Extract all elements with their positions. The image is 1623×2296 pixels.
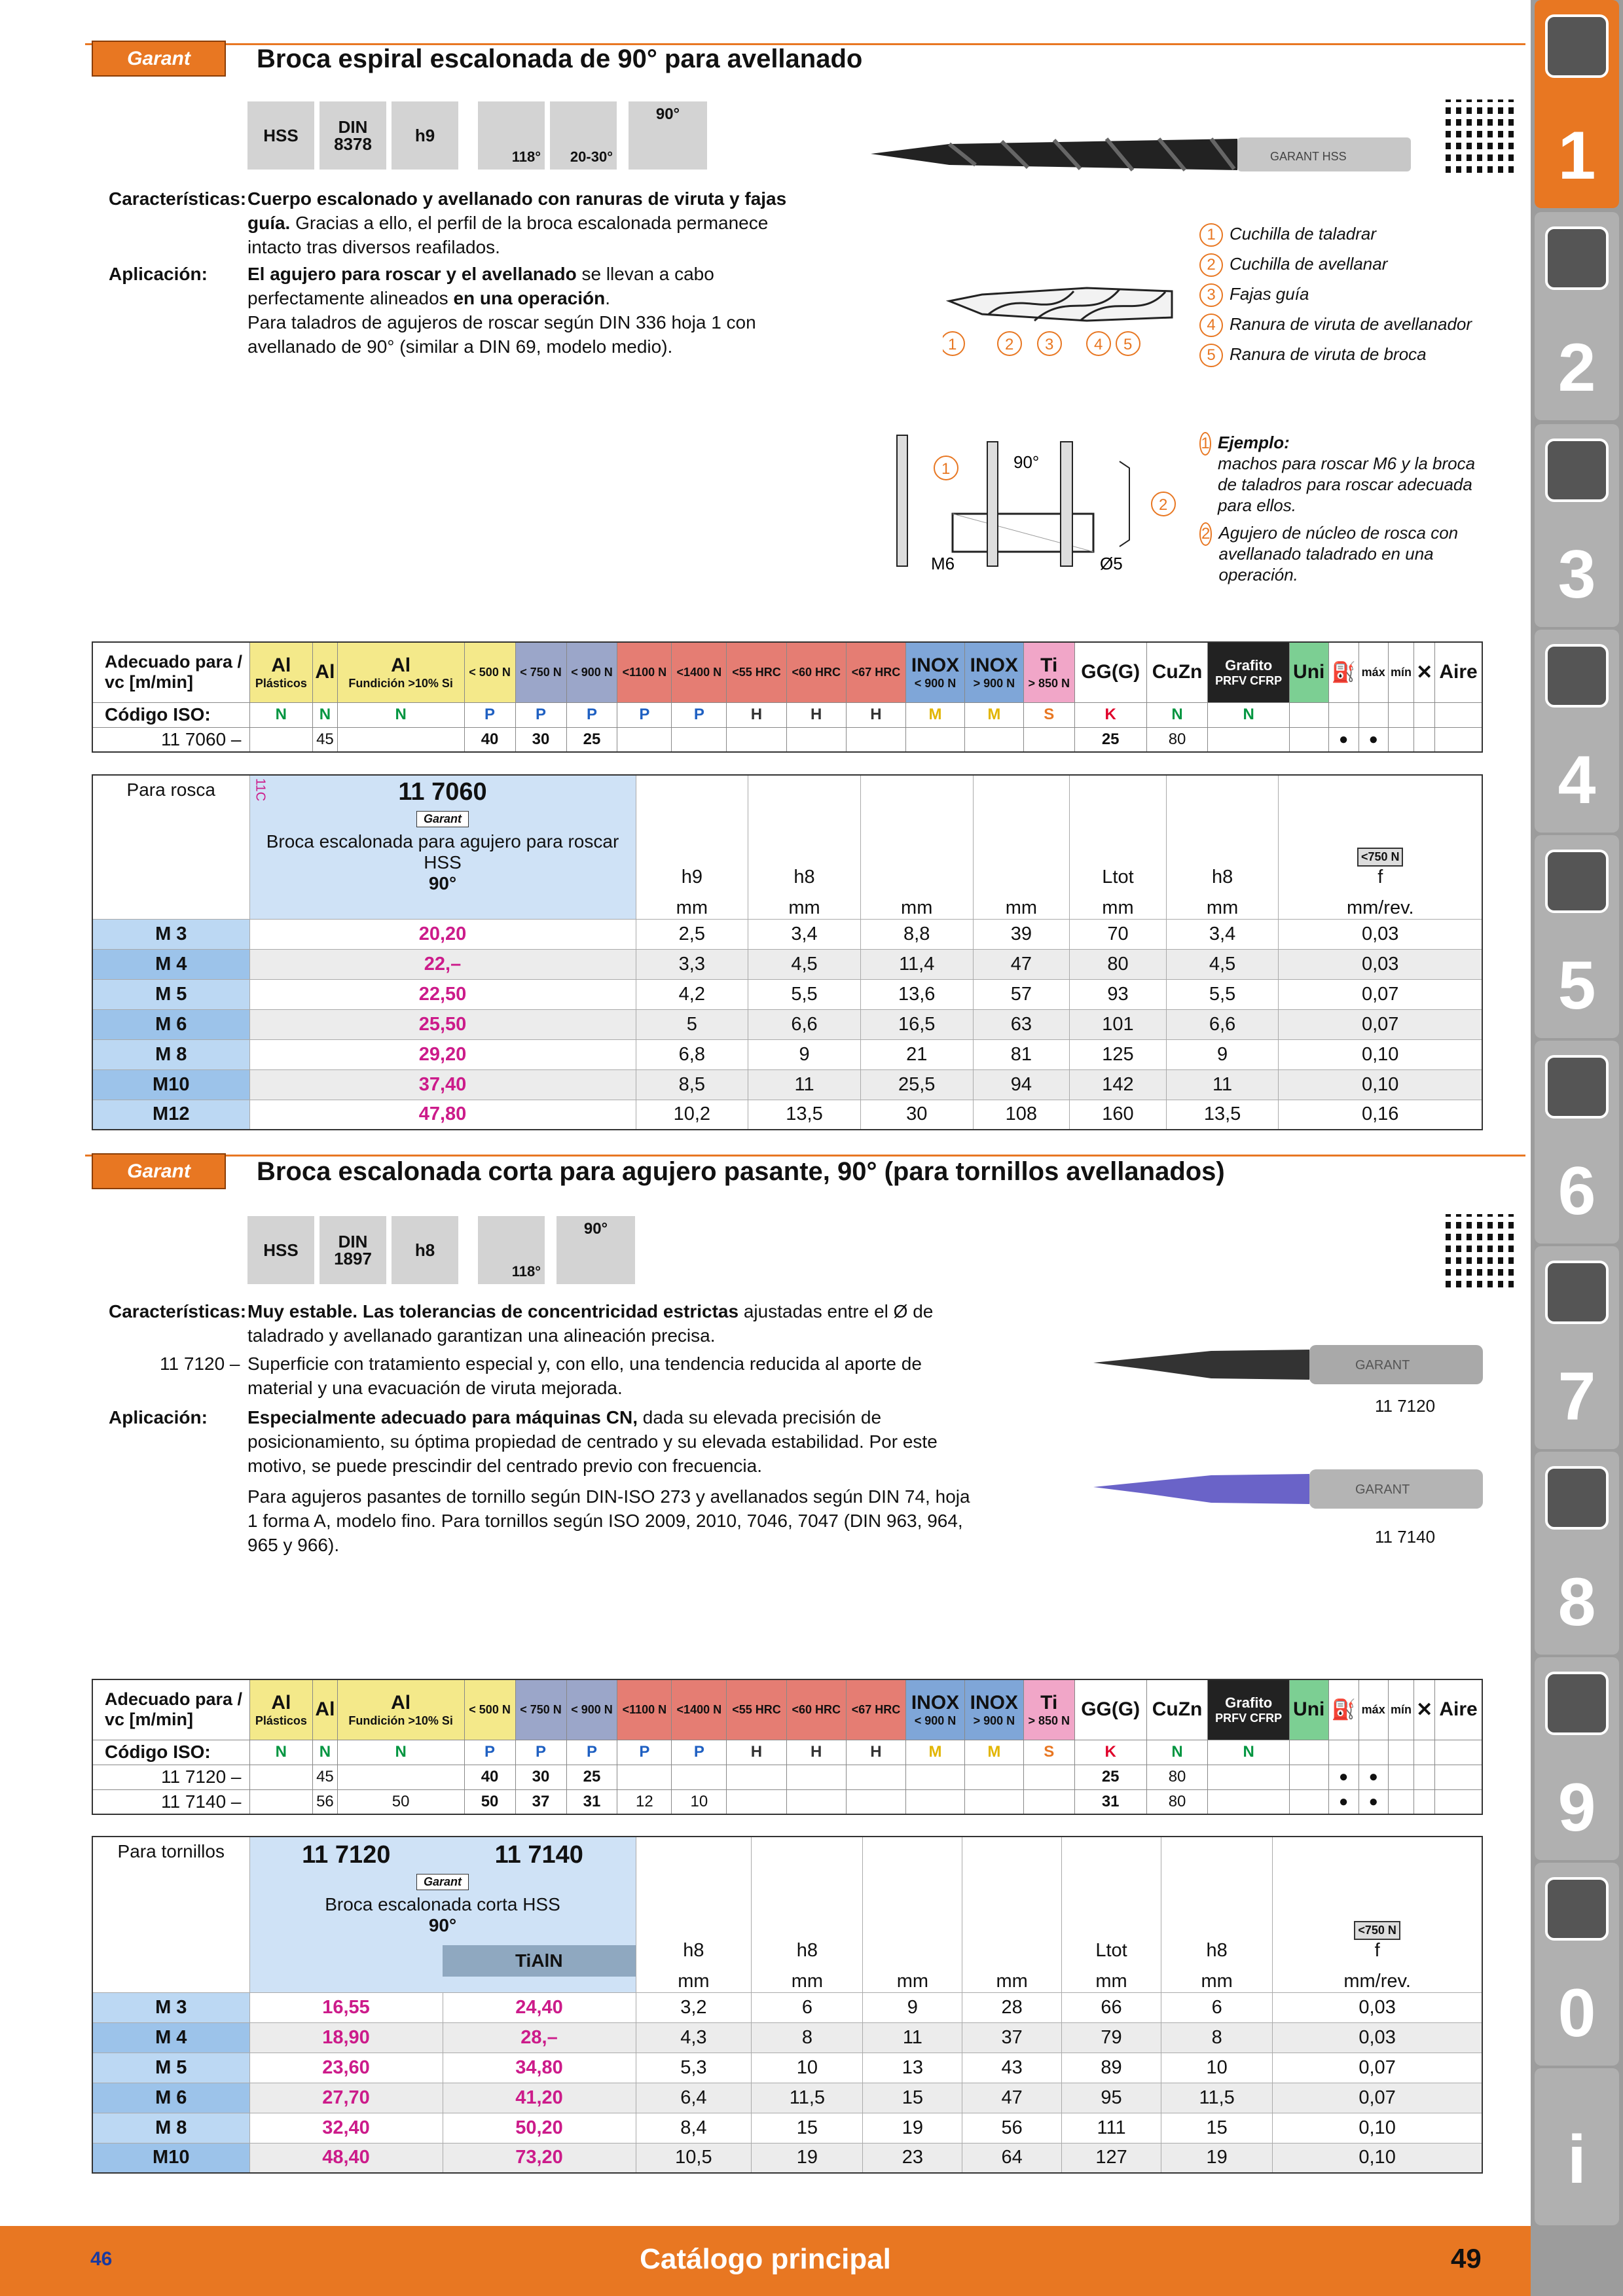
drill-diameter-icon	[636, 1868, 752, 1940]
chapter-tab-0[interactable]: 0	[1535, 1863, 1619, 2066]
shank-diameter-icon	[1167, 795, 1279, 867]
steel-750-icon: <750 N	[1357, 848, 1404, 867]
total-length-icon	[1062, 1868, 1161, 1940]
application-label: Aplicación:	[109, 264, 208, 284]
qr-code-icon	[1446, 99, 1519, 173]
coolant-min-icon: mín	[1388, 1679, 1414, 1740]
drill-117120-image	[1093, 1342, 1486, 1388]
article-code-117120: 11 7120	[302, 1841, 391, 1869]
chapter-tab-3[interactable]: 3	[1535, 424, 1619, 627]
legend-list	[1199, 219, 1472, 369]
vc-row-117060: 11 7060 – 45 40 30 25 25 80 ● ●	[92, 727, 1482, 752]
application-label: Aplicación:	[109, 1407, 208, 1427]
pliers-icon	[1545, 1261, 1609, 1324]
step-length-icon	[861, 793, 973, 865]
drill-detail-diagram	[943, 275, 1192, 370]
coolant-max-icon: máx	[1359, 1679, 1388, 1740]
svg-text:Ø5: Ø5	[1100, 554, 1123, 573]
iso-code-row: Código ISO: N N N P P P P P H H H M M S K N N	[92, 702, 1482, 727]
coolant-oil-icon: ⛽	[1328, 1679, 1359, 1740]
materials-table-2	[92, 1679, 1483, 1815]
countersink-angle-icon: 90°	[629, 101, 707, 170]
flute-length-icon	[974, 793, 1070, 865]
col-total-length: Ltot mm	[1070, 775, 1167, 919]
svg-text:GARANT HSS: GARANT HSS	[1270, 150, 1347, 163]
table-row: M 5 23,60 34,80 5,3 10 13 43 89 10 0,07	[92, 2053, 1482, 2083]
svg-text:GARANT: GARANT	[1355, 1482, 1410, 1497]
point-angle-icon: 118°	[478, 101, 545, 170]
no-coolant-icon: ✕	[1414, 1679, 1435, 1740]
section-title: Broca espiral escalonada de 90° para avellanado	[257, 45, 863, 73]
table-row: M 5 22,50 4,2 5,5 13,6 57 93 5,5 0,07	[92, 979, 1482, 1009]
svg-text:3: 3	[1045, 336, 1054, 353]
chapter-tab-2[interactable]: 2	[1535, 212, 1619, 420]
wrench-icon	[1545, 1055, 1609, 1119]
svg-text:4: 4	[1094, 336, 1103, 353]
product-header-row: Para tornillos 11 7120 11 7140 Garant Broca escalonada corta HSS 90° TiAlN h8 mm h8 mm mm mm Ltot mm h8 mm <750 N f mm/rev.	[92, 1837, 1482, 1992]
catalog-title: Catálogo principal	[640, 2243, 891, 2275]
table-row: M 4 22,– 3,3 4,5 11,4 47 80 4,5 0,03	[92, 949, 1482, 979]
col-h9: h9 mm	[636, 775, 748, 919]
cabinet-icon	[1545, 1672, 1609, 1735]
vc-row-117140: 11 7140 – 56 50 50 37 31 12 10 31 80 ● ●	[92, 1789, 1482, 1814]
code-label: 11 7120 –	[160, 1354, 240, 1374]
info-icon: i	[1567, 2122, 1586, 2198]
application-text: Especialmente adecuado para máquinas CN, dada su elevada precisión de posicionamiento, su óptima propiedad de centrado y su elevada estabilidad. Por este motivo, se puede prescindir del centrado previo con frecuencia.	[247, 1407, 938, 1476]
table-row: M 3 16,55 24,40 3,2 6 9 28 66 6 0,03	[92, 1992, 1482, 2022]
tool-holder-icon	[1545, 439, 1609, 502]
steel-750-icon: <750 N	[1354, 1921, 1400, 1940]
table-row: M 3 20,20 2,5 3,4 8,8 39 70 3,4 0,03	[92, 919, 1482, 949]
adecuado-label: Adecuado para / vc [m/min]	[92, 642, 249, 702]
coolant-min-icon: mín	[1388, 642, 1414, 702]
table-row: M12 47,80 10,2 13,5 30 108 160 13,5 0,16	[92, 1100, 1482, 1130]
svg-text:1: 1	[941, 460, 951, 478]
garant-logo-small: Garant	[416, 1874, 469, 1890]
col-h8: h8 mm	[748, 775, 861, 919]
col-shank: h8 mm	[1166, 775, 1279, 919]
drill-icon	[1545, 14, 1609, 78]
table-row: M10 37,40 8,5 11 25,5 94 142 11 0,10	[92, 1069, 1482, 1100]
para-tornillos-label: Para tornillos	[92, 1837, 249, 1992]
legend-item-3: 3 Fajas guía	[1199, 279, 1472, 309]
flute-length-icon	[962, 1866, 1061, 1938]
svg-text:5: 5	[1123, 336, 1133, 353]
iso-code-row: Código ISO: N N N P P P P P H H H M M S K N N	[92, 1740, 1482, 1765]
no-coolant-icon: ✕	[1414, 642, 1435, 702]
badge-din: DIN 1897	[319, 1216, 386, 1284]
application-text-2: Para agujeros pasantes de tornillo según DIN-ISO 273 y avellanados según DIN 74, hoja 1 forma A, modelo fino. Para tornillos según ISO 2009, 2010, 7046, 7047 (DIN 963, 964, 965 y 966).	[247, 1486, 970, 1555]
features-text: Muy estable. Las tolerancias de concentricidad estrictas ajustadas entre el Ø de taladrado y avellanado garantizan una alineación precisa.	[247, 1301, 934, 1346]
section-divider	[85, 1155, 1525, 1157]
article-header: 11 7120 11 7140 Garant Broca escalonada corta HSS 90° TiAlN	[249, 1837, 636, 1992]
example-diagram	[871, 429, 1192, 592]
chapter-tab-info[interactable]	[1535, 2068, 1619, 2225]
article-117060-header: 11C 11 7060 Garant Broca escalonada para agujero para roscar HSS 90°	[249, 775, 636, 919]
svg-text:2: 2	[1005, 336, 1014, 353]
total-length-icon	[1070, 795, 1166, 867]
vc-row-117120: 11 7120 – 45 40 30 25 25 80 ● ●	[92, 1765, 1482, 1789]
chapter-tab-7[interactable]: 7	[1535, 1246, 1619, 1449]
features-label: Características:	[109, 1301, 247, 1321]
drill-diameter-icon	[636, 795, 748, 867]
materials-header-row: Adecuado para / vc [m/min] Al Plásticos Al Al Fundición >10% Si < 500 N < 750 N < 900 N <1100 N <1400 N <55 HRC <60 HRC <67 HRC INOX < 900 N INOX > 900 N Ti > 850 N GG(G) CuZn Grafito PRFV CFRP Uni ⛽ máx mín ✕ Aire	[92, 642, 1482, 702]
badge-tolerance: h9	[392, 101, 458, 170]
chapter-tab-5[interactable]: 5	[1535, 835, 1619, 1038]
col-step-length: mm	[860, 775, 973, 919]
features-text: Cuerpo escalonado y avellanado con ranuras de viruta y fajas guía. Gracias a ello, el perfil de la broca escalonada permanece intacto tras diversos reafilados.	[247, 188, 787, 257]
coolant-max-icon: máx	[1359, 642, 1388, 702]
countersink-diameter-icon	[748, 795, 860, 867]
garant-logo: Garant	[92, 41, 226, 77]
svg-text:M6: M6	[931, 554, 955, 573]
garant-logo: Garant	[92, 1153, 226, 1189]
garant-logo-small: Garant	[416, 811, 469, 827]
countersink-diameter-icon	[752, 1868, 862, 1940]
svg-text:GARANT: GARANT	[1355, 1358, 1410, 1372]
badge-hss: HSS	[247, 1216, 314, 1284]
product-table-2	[92, 1836, 1483, 2174]
legend-item-2: 2 Cuchilla de avellanar	[1199, 249, 1472, 279]
page-number-right: 49	[1451, 2243, 1482, 2274]
step-angle-icon: 20-30°	[550, 101, 617, 170]
page-number-left: 46	[90, 2248, 113, 2270]
svg-text:1: 1	[948, 336, 957, 353]
para-rosca-label: Para rosca	[92, 775, 249, 919]
shank-diameter-icon	[1161, 1868, 1272, 1940]
legend-item-4: 4 Ranura de viruta de avellanador	[1199, 309, 1472, 339]
chapter-tab-1[interactable]: 1	[1535, 0, 1619, 208]
coating-label: TiAlN	[443, 1945, 636, 1977]
svg-text:90°: 90°	[1013, 452, 1040, 472]
application-text: El agujero para roscar y el avellanado se llevan a cabo perfectamente alineados en una operación. Para taladros de agujeros de roscar según DIN 336 hoja 1 con avellanado de 90° (similar a DIN 69, modelo medio).	[247, 264, 756, 357]
caliper-icon	[1545, 644, 1609, 708]
product-table-1	[92, 774, 1483, 1130]
example-note: 1 Ejemplo: machos para roscar M6 y la broca de taladros para roscar adecuada para ellos. 2 Agujero de núcleo de rosca con avellanado taladrado en una operación.	[1199, 432, 1481, 585]
step-length-icon	[863, 1866, 962, 1938]
insert-icon	[1545, 226, 1609, 290]
table-row: M 8 32,40 50,20 8,4 15 19 56 111 15 0,10	[92, 2113, 1482, 2143]
section-title: Broca escalonada corta para agujero pasante, 90° (para tornillos avellanados)	[257, 1157, 1225, 1186]
coolant-oil-icon: ⛽	[1328, 642, 1359, 702]
toolbox-icon	[1545, 1466, 1609, 1530]
code-text: Superficie con tratamiento especial y, con ello, una tendencia reducida al aporte de material y una evacuación de viruta mejorada.	[247, 1354, 922, 1398]
svg-text:2: 2	[1159, 496, 1168, 514]
legend-item-5: 5 Ranura de viruta de broca	[1199, 339, 1472, 369]
legend-item-1: 1 Cuchilla de taladrar	[1199, 219, 1472, 249]
qr-code-icon	[1446, 1214, 1519, 1287]
table-row: M 8 29,20 6,8 9 21 81 125 9 0,10	[92, 1039, 1482, 1069]
point-angle-icon: 118°	[478, 1216, 545, 1284]
col-feed: <750 N f mm/rev.	[1279, 775, 1482, 919]
image-label-117120: 11 7120	[1375, 1396, 1436, 1416]
materials-table-1	[92, 641, 1483, 753]
materials-header-row: Adecuado para / vc [m/min] Al Plásticos Al Al Fundición >10% Si < 500 N < 750 N < 900 N <1100 N <1400 N <55 HRC <60 HRC <67 HRC INOX < 900 N INOX > 900 N Ti > 850 N GG(G) CuZn Grafito PRFV CFRP Uni ⛽ máx mín ✕ Aire	[92, 1679, 1482, 1740]
chapter-tab-8[interactable]: 8	[1535, 1452, 1619, 1655]
badge-hss: HSS	[247, 101, 314, 170]
chapter-tab-6[interactable]: 6	[1535, 1041, 1619, 1244]
chapter-tab-4[interactable]: 4	[1535, 630, 1619, 833]
col-flute-length: mm	[973, 775, 1070, 919]
saw-blade-icon	[1545, 850, 1609, 913]
badge-din: DIN 8378	[319, 101, 386, 170]
footer	[0, 2226, 1531, 2296]
table-row: M 6 25,50 5 6,6 16,5 63 101 6,6 0,07	[92, 1009, 1482, 1039]
table-row: M 4 18,90 28,– 4,3 8 11 37 79 8 0,03	[92, 2022, 1482, 2053]
chapter-tab-9[interactable]: 9	[1535, 1657, 1619, 1860]
chapter-sidebar	[1531, 0, 1623, 2296]
features-label: Características:	[109, 188, 247, 209]
badge-tolerance: h8	[392, 1216, 458, 1284]
step-drill-image	[871, 124, 1414, 183]
table-row: M10 48,40 73,20 10,5 19 23 64 127 19 0,10	[92, 2143, 1482, 2173]
countersink-angle-icon: 90°	[556, 1216, 635, 1284]
product-header-row	[92, 775, 1482, 919]
safety-glasses-icon	[1545, 1877, 1609, 1941]
drill-117140-image	[1093, 1466, 1486, 1512]
table-row: M 6 27,70 41,20 6,4 11,5 15 47 95 11,5 0,07	[92, 2083, 1482, 2113]
article-code-117140: 11 7140	[494, 1841, 583, 1869]
image-label-117140: 11 7140	[1375, 1527, 1436, 1547]
